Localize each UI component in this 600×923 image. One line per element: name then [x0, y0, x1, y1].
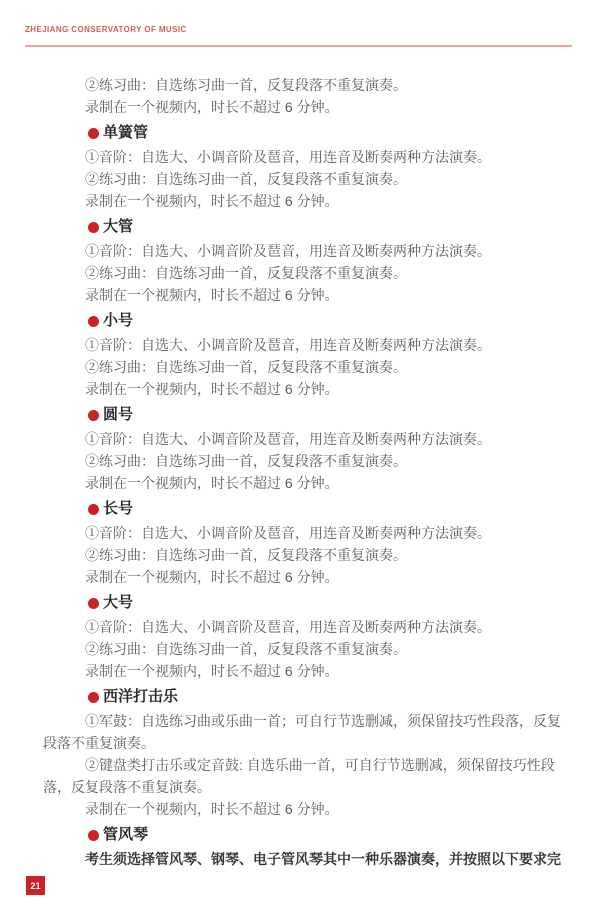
- instrument-sections: [43, 122, 567, 870]
- section-paragraph: ②练习曲：自选练习曲一首，反复段落不重复演奏。: [85, 641, 407, 657]
- brand-text: ZHEJIANG CONSERVATORY OF MUSIC: [25, 25, 187, 34]
- section-heading: [88, 122, 567, 144]
- section-heading: [88, 216, 567, 238]
- page-number-badge: 21: [26, 876, 45, 895]
- bullet-icon: [88, 316, 99, 327]
- instrument-section: [43, 310, 567, 400]
- section-heading: [88, 404, 567, 426]
- section-paragraph: ①军鼓：自选练习曲或乐曲一首；可自行节选删减，须保留技巧性段落，反复段落不重复演奏。: [43, 713, 561, 751]
- header-rule: [25, 45, 572, 47]
- section-paragraph: 录制在一个视频内，时长不超过 6 分钟。: [85, 193, 339, 209]
- section-paragraph: ①音阶：自选大、小调音阶及琶音，用连音及断奏两种方法演奏。: [85, 337, 491, 353]
- section-paragraph: ①音阶：自选大、小调音阶及琶音，用连音及断奏两种方法演奏。: [85, 149, 491, 165]
- section-title: 管风琴: [103, 826, 149, 843]
- section-heading: [88, 592, 567, 614]
- section-paragraph: 录制在一个视频内，时长不超过 6 分钟。: [85, 381, 339, 397]
- section-paragraph: ①音阶：自选大、小调音阶及琶音，用连音及断奏两种方法演奏。: [85, 431, 491, 447]
- section-paragraph: ②练习曲：自选练习曲一首，反复段落不重复演奏。: [85, 547, 407, 563]
- section-paragraph: 录制在一个视频内，时长不超过 6 分钟。: [85, 569, 339, 585]
- section-heading: [88, 310, 567, 332]
- section-title: 大管: [103, 218, 134, 235]
- instrument-section: [43, 122, 567, 212]
- document-body: [43, 74, 567, 870]
- bullet-icon: [88, 598, 99, 609]
- section-paragraph: ①音阶：自选大、小调音阶及琶音，用连音及断奏两种方法演奏。: [85, 525, 491, 541]
- section-paragraph: ②练习曲：自选练习曲一首，反复段落不重复演奏。: [85, 171, 407, 187]
- intro-paragraph: 录制在一个视频内，时长不超过 6 分钟。: [85, 99, 339, 115]
- instrument-section: [43, 824, 567, 870]
- section-heading: [88, 498, 567, 520]
- section-title: 长号: [103, 500, 134, 517]
- section-title: 圆号: [103, 406, 134, 423]
- instrument-section: [43, 686, 567, 820]
- section-paragraph: ②练习曲：自选练习曲一首，反复段落不重复演奏。: [85, 359, 407, 375]
- section-paragraph: 考生须选择管风琴、钢琴、电子管风琴其中一种乐器演奏，并按照以下要求完: [85, 851, 561, 867]
- section-title: 西洋打击乐: [103, 688, 179, 705]
- bullet-icon: [88, 504, 99, 515]
- section-paragraph: ①音阶：自选大、小调音阶及琶音，用连音及断奏两种方法演奏。: [85, 243, 491, 259]
- bullet-icon: [88, 830, 99, 841]
- instrument-section: [43, 498, 567, 588]
- bullet-icon: [88, 410, 99, 421]
- instrument-section: [43, 216, 567, 306]
- section-paragraph: ②键盘类打击乐或定音鼓: 自选乐曲一首，可自行节选删减，须保留技巧性段落，反复段落不重复演奏。: [43, 757, 555, 795]
- bullet-icon: [88, 692, 99, 703]
- bullet-icon: [88, 222, 99, 233]
- section-paragraph: ②练习曲：自选练习曲一首，反复段落不重复演奏。: [85, 265, 407, 281]
- section-paragraph: 录制在一个视频内，时长不超过 6 分钟。: [85, 475, 339, 491]
- section-title: 小号: [103, 312, 134, 329]
- section-paragraph: ②练习曲：自选练习曲一首，反复段落不重复演奏。: [85, 453, 407, 469]
- section-paragraph: ①音阶：自选大、小调音阶及琶音，用连音及断奏两种方法演奏。: [85, 619, 491, 635]
- section-heading: [88, 824, 567, 846]
- instrument-section: [43, 592, 567, 682]
- section-paragraph: 录制在一个视频内，时长不超过 6 分钟。: [85, 287, 339, 303]
- intro-paragraphs: [43, 74, 567, 118]
- instrument-section: [43, 404, 567, 494]
- section-heading: [88, 686, 567, 708]
- section-paragraph: 录制在一个视频内，时长不超过 6 分钟。: [85, 801, 339, 817]
- section-title: 大号: [103, 594, 134, 611]
- section-title: 单簧管: [103, 124, 149, 141]
- intro-paragraph: ②练习曲：自选练习曲一首，反复段落不重复演奏。: [85, 77, 407, 93]
- section-paragraph: 录制在一个视频内，时长不超过 6 分钟。: [85, 663, 339, 679]
- bullet-icon: [88, 128, 99, 139]
